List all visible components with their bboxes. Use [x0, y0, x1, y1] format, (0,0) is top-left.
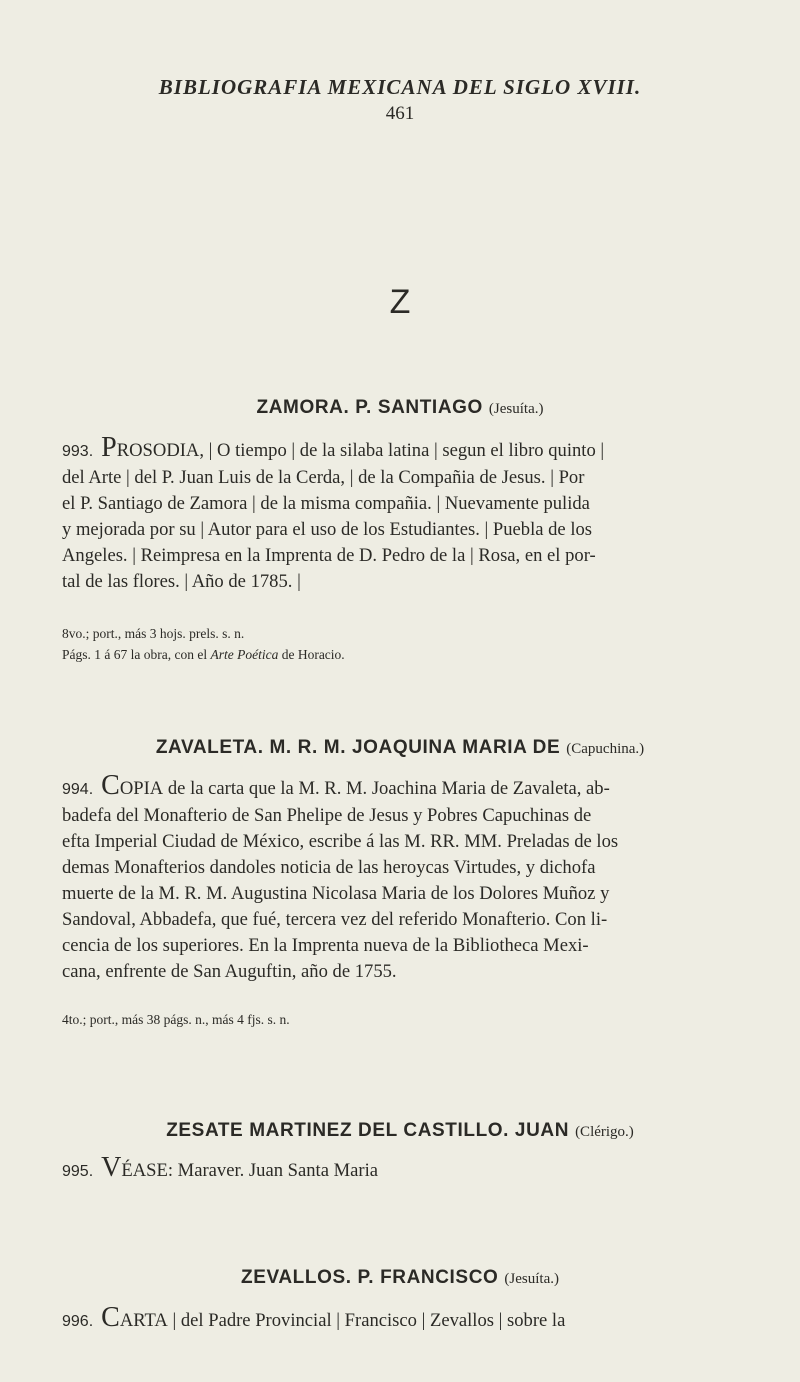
drop-initial: P [101, 432, 117, 463]
entry-note-994 [62, 1009, 738, 1030]
author-role: (Clérigo.) [575, 1124, 634, 1140]
entry-994 [62, 770, 738, 985]
note-line: 8vo.; port., más 3 hojs. prels. s. n. [62, 626, 245, 641]
author-role: (Capuchina.) [566, 741, 645, 757]
author-role: (Jesuíta.) [504, 1271, 559, 1287]
entry-note-993 [62, 623, 738, 665]
author-name: ZEVALLOS. P. FRANCISCO [241, 1267, 499, 1288]
entry-line: 993. PROSODIA, | O tiempo | de la silaba latina | segun el libro quinto | [62, 432, 605, 463]
entry-first-word: ROSODIA, [116, 440, 205, 461]
entry-line: efta Imperial Ciudad de México, escribe á las M. RR. MM. Preladas de los [62, 831, 619, 852]
entry-number: 993. [62, 443, 94, 460]
author-heading-zesate [0, 1120, 800, 1142]
note-line: Págs. 1 á 67 la obra, con el Arte Poética de Horacio. [62, 647, 345, 662]
author-heading-zevallos [0, 1267, 800, 1289]
entry-line: tal de las flores. | Año de 1785. | [62, 571, 301, 592]
page-number: 461 [385, 103, 415, 124]
drop-initial: V [101, 1152, 122, 1183]
entry-line: cana, enfrente de San Auguftin, año de 1755. [62, 961, 397, 982]
drop-initial: C [101, 1302, 120, 1333]
note-line: 4to.; port., más 38 págs. n., más 4 fjs. s. n. [62, 1012, 290, 1027]
cited-title: Arte Poética [210, 647, 279, 662]
author-name: ZAVALETA. M. R. M. JOAQUINA MARIA DE [155, 737, 561, 758]
entry-line: 995. VÉASE: Maraver. Juan Santa Maria [62, 1152, 379, 1183]
entry-first-word: ARTA [119, 1310, 168, 1331]
author-heading-zamora [0, 397, 800, 419]
entry-line: muerte de la M. R. M. Augustina Nicolasa Maria de los Dolores Muñoz y [62, 883, 610, 904]
entry-number: 995. [62, 1163, 94, 1180]
entry-first-word: OPIA [119, 778, 164, 799]
section-letter: Z [389, 283, 411, 321]
entry-number: 994. [62, 781, 94, 798]
entry-line: badefa del Monafterio de San Phelipe de Jesus y Pobres Capuchinas de [62, 805, 592, 826]
entry-line: el P. Santiago de Zamora | de la misma compañia. | Nuevamente pulida [62, 493, 590, 514]
entry-line: 994. COPIA de la carta que la M. R. M. Joachina Maria de Zavaleta, ab- [62, 770, 610, 801]
author-name: ZESATE MARTINEZ DEL CASTILLO. JUAN [166, 1120, 570, 1141]
running-head: BIBLIOGRAFIA MEXICANA DEL SIGLO XVIII. [158, 75, 642, 99]
entry-line: demas Monafterios dandoles noticia de las heroycas Virtudes, y dichofa [62, 857, 596, 878]
entry-line: y mejorada por su | Autor para el uso de los Estudiantes. | Puebla de los [62, 519, 593, 540]
entry-first-word: ÉASE: [121, 1160, 174, 1181]
entry-996 [62, 1302, 738, 1335]
entry-995 [62, 1152, 738, 1185]
entry-993 [62, 432, 738, 595]
entry-line: Sandoval, Abbadefa, que fué, tercera vez del referido Monafterio. Con li- [62, 909, 608, 930]
entry-line: 996. CARTA | del Padre Provincial | Francisco | Zevallos | sobre la [62, 1302, 566, 1333]
author-name: ZAMORA. P. SANTIAGO [256, 397, 483, 418]
entry-line: Angeles. | Reimpresa en la Imprenta de D. Pedro de la | Rosa, en el por- [62, 545, 596, 566]
drop-initial: C [101, 770, 120, 801]
entry-number: 996. [62, 1313, 94, 1330]
author-heading-zavaleta [0, 737, 800, 759]
entry-line: del Arte | del P. Juan Luis de la Cerda, | de la Compañia de Jesus. | Por [62, 467, 585, 488]
author-role: (Jesuíta.) [488, 401, 544, 417]
entry-line: cencia de los superiores. En la Imprenta nueva de la Bibliotheca Mexi- [62, 935, 589, 956]
